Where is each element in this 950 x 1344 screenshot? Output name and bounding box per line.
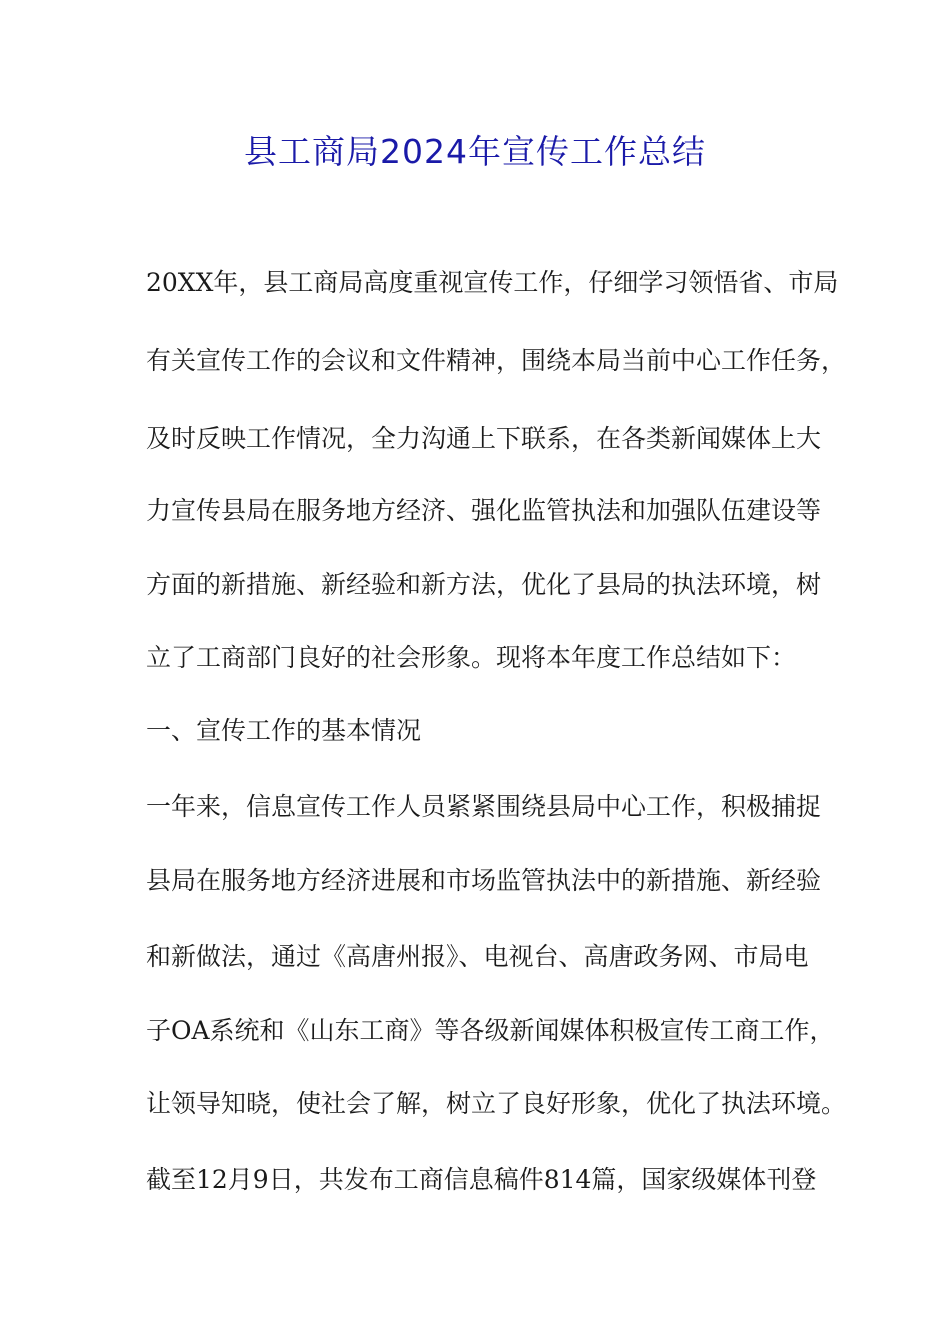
document-title: 县工商局2024年宣传工作总结 [244, 132, 706, 171]
body-line: 让领导知晓，使社会了解，树立了良好形象，优化了执法环境。 [146, 1089, 847, 1118]
body-line: 立了工商部门良好的社会形象。现将本年度工作总结如下： [146, 643, 797, 672]
body-line: 及时反映工作情况，全力沟通上下联系，在各类新闻媒体上大 [146, 424, 822, 453]
body-line: 有关宣传工作的会议和文件精神，围绕本局当前中心工作任务， [146, 346, 847, 375]
section-heading: 一、宣传工作的基本情况 [146, 716, 422, 745]
body-line: 力宣传县局在服务地方经济、强化监管执法和加强队伍建设等 [146, 496, 822, 525]
body-line: 和新做法，通过《高唐州报》、电视台、高唐政务网、市局电 [146, 942, 809, 971]
body-line: 截至12月9日，共发布工商信息稿件814篇，国家级媒体刊登 [146, 1165, 817, 1194]
body-line: 20XX年，县工商局高度重视宣传工作，仔细学习领悟省、市局 [146, 268, 839, 297]
body-line: 一年来，信息宣传工作人员紧紧围绕县局中心工作，积极捕捉 [146, 792, 822, 821]
body-line: 方面的新措施、新经验和新方法，优化了县局的执法环境，树 [146, 570, 822, 599]
body-line: 子OA系统和《山东工商》等各级新闻媒体积极宣传工商工作， [146, 1016, 835, 1045]
body-line: 县局在服务地方经济进展和市场监管执法中的新措施、新经验 [146, 866, 822, 895]
